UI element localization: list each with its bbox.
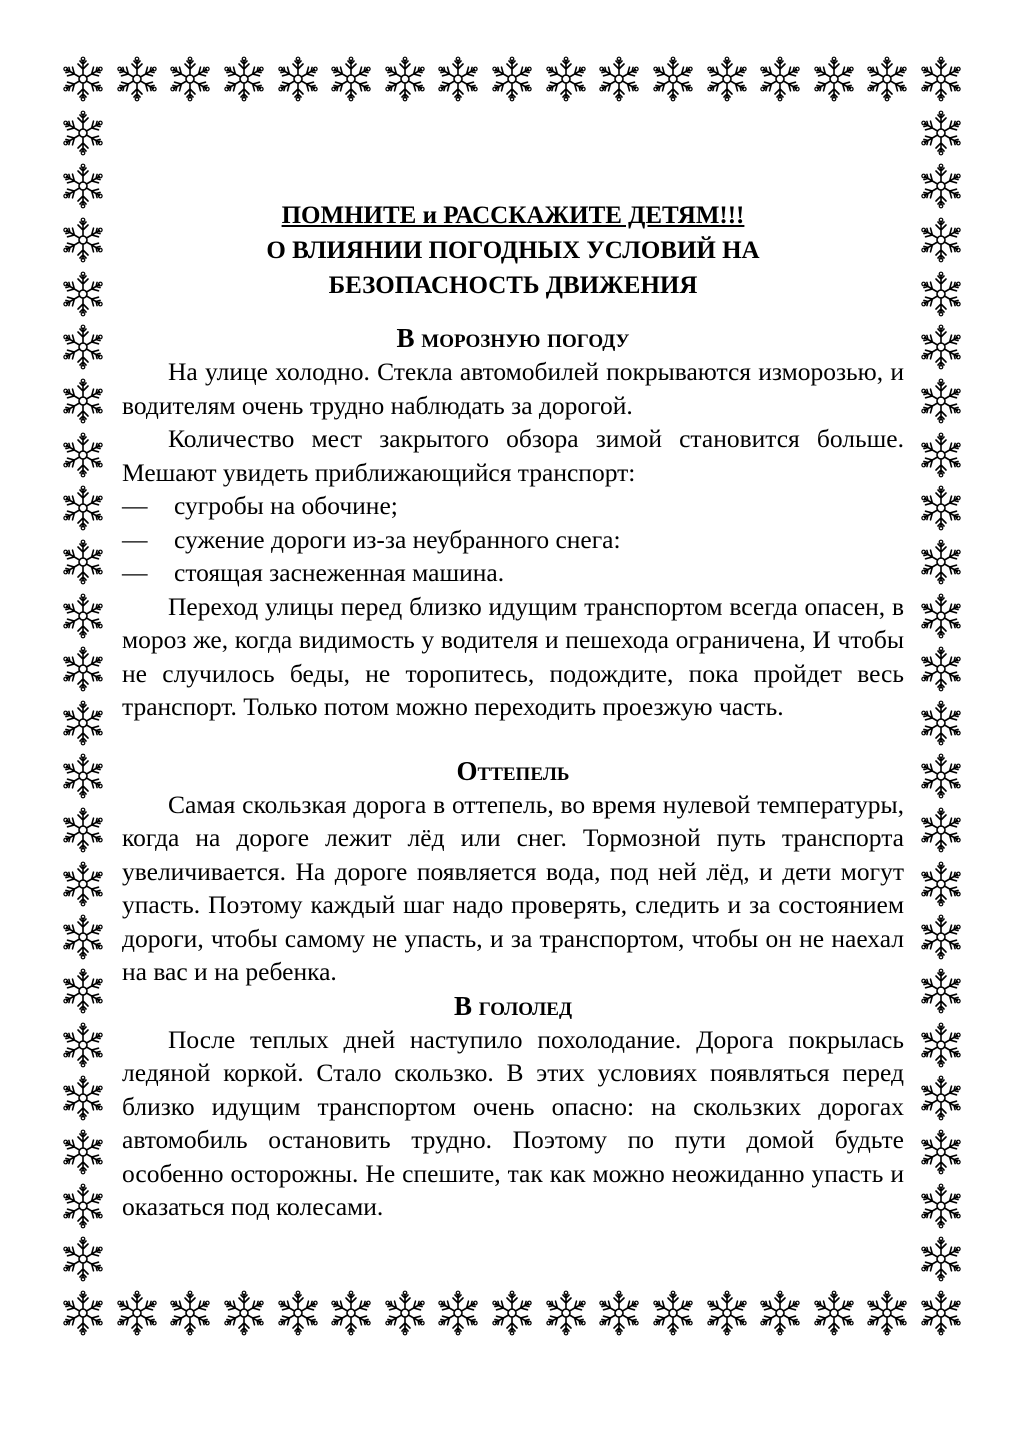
section-heading: В морозную погоду (396, 323, 630, 353)
list-item (122, 489, 904, 523)
document-body (122, 198, 904, 1224)
snowflake-icon (918, 56, 964, 102)
snowflake-icon (704, 1290, 750, 1336)
snowflake-icon (918, 163, 964, 209)
document-title (122, 198, 904, 303)
snowflake-icon (489, 1290, 535, 1336)
snowflake-icon (918, 807, 964, 853)
snowflake-icon (60, 861, 106, 907)
snowflake-icon (489, 56, 535, 102)
snowflake-icon (918, 324, 964, 370)
snowflake-icon (918, 968, 964, 1014)
paragraph: Количество мест закрытого обзора зимой становится больше. Мешают увидеть приближающийся транспорт: (122, 424, 904, 487)
snowflake-icon (60, 1236, 106, 1282)
paragraph: Самая скользкая дорога в оттепель, во время нулевой температуры, когда на дороге лежит лёд или снег. Тормозной путь транспорта увеличивается. На дороге появляется вода, под ней лёд, и дети могут упасть. Поэтому каждый шаг надо проверять, следить и за состоянием дороги, чтобы самому не упасть, и за транспортом, чтобы он не наехал на вас и на ребенка. (122, 789, 904, 986)
dash-mark: — (122, 491, 148, 520)
dash-mark: — (122, 524, 148, 554)
snowflake-icon (918, 1236, 964, 1282)
snowflake-icon (382, 56, 428, 102)
snowflake-icon (918, 753, 964, 799)
section-frost (122, 321, 904, 724)
list-item-text: сужение дороги из-за неубранного снега: (174, 524, 621, 554)
title-line-2: О ВЛИЯНИИ ПОГОДНЫХ УСЛОВИЙ НА (266, 237, 760, 264)
snowflake-icon (60, 1290, 106, 1336)
snowflake-icon (60, 217, 106, 263)
snowflake-icon (918, 700, 964, 746)
snowflake-icon (60, 1183, 106, 1229)
snowflake-icon (918, 1129, 964, 1175)
snowflake-icon (435, 1290, 481, 1336)
snowflake-icon (60, 700, 106, 746)
snowflake-icon (918, 432, 964, 478)
snowflake-icon (60, 968, 106, 1014)
snowflake-icon (918, 914, 964, 960)
snowflake-icon (328, 56, 374, 102)
snowflake-icon (60, 432, 106, 478)
section-ice (122, 989, 904, 1224)
snowflake-icon (864, 56, 910, 102)
snowflake-icon (704, 56, 750, 102)
snowflake-icon (918, 861, 964, 907)
snowflake-icon (918, 1075, 964, 1121)
snowflake-icon (811, 1290, 857, 1336)
snowflake-icon (60, 163, 106, 209)
snowflake-icon (114, 1290, 160, 1336)
title-line-3: БЕЗОПАСНОСТЬ ДВИЖЕНИЯ (328, 272, 698, 299)
section-heading: Оттепель (456, 755, 570, 786)
snowflake-icon (918, 378, 964, 424)
snowflake-icon (757, 1290, 803, 1336)
snowflake-icon (918, 271, 964, 317)
snowflake-icon (918, 593, 964, 639)
snowflake-icon (60, 56, 106, 102)
snowflake-icon (918, 646, 964, 692)
snowflake-icon (435, 56, 481, 102)
snowflake-icon (918, 217, 964, 263)
snowflake-icon (596, 1290, 642, 1336)
snowflake-icon (60, 485, 106, 531)
list-item-text: сугробы на обочине; (174, 491, 398, 520)
snowflake-icon (275, 1290, 321, 1336)
snowflake-icon (60, 646, 106, 692)
snowflake-icon (167, 56, 213, 102)
snowflake-icon (543, 1290, 589, 1336)
snowflake-icon (60, 1129, 106, 1175)
snowflake-icon (918, 1022, 964, 1068)
snowflake-icon (221, 1290, 267, 1336)
section-thaw (122, 754, 904, 989)
snowflake-icon (650, 1290, 696, 1336)
paragraph: На улице холодно. Стекла автомобилей покрываются изморозью, и водителям очень трудно наблюдать за дорогой. (122, 357, 904, 420)
snowflake-icon (60, 271, 106, 317)
snowflake-icon (918, 1290, 964, 1336)
snowflake-icon (60, 324, 106, 370)
snowflake-icon (221, 56, 267, 102)
title-line-1: ПОМНИТЕ и РАССКАЖИТЕ ДЕТЯМ!!! (281, 202, 745, 229)
paragraph: Переход улицы перед близко идущим транспортом всегда опасен, в мороз же, когда видимость у водителя и пешехода ограничена, И чтобы не случилось беды, не торопитесь, подождите, пока пройдет весь транспорт. Только потом можно переходить проезжую часть. (122, 591, 904, 721)
snowflake-icon (543, 56, 589, 102)
snowflake-icon (918, 539, 964, 585)
dash-mark: — (122, 558, 148, 587)
snowflake-icon (60, 110, 106, 156)
snowflake-icon (864, 1290, 910, 1336)
snowflake-icon (382, 1290, 428, 1336)
snowflake-icon (60, 1022, 106, 1068)
snowflake-icon (918, 110, 964, 156)
snowflake-icon (328, 1290, 374, 1336)
snowflake-icon (114, 56, 160, 102)
snowflake-icon (60, 378, 106, 424)
list-item (122, 523, 904, 557)
list-item (122, 556, 904, 590)
snowflake-icon (757, 56, 803, 102)
snowflake-icon (596, 56, 642, 102)
snowflake-icon (275, 56, 321, 102)
snowflake-icon (811, 56, 857, 102)
snowflake-icon (918, 1183, 964, 1229)
snowflake-icon (650, 56, 696, 102)
snowflake-icon (60, 539, 106, 585)
snowflake-icon (60, 593, 106, 639)
section-heading: В гололед (453, 990, 573, 1021)
snowflake-icon (60, 807, 106, 853)
snowflake-icon (918, 485, 964, 531)
paragraph: После теплых дней наступило похолодание. Дорога покрылась ледяной коркой. Стало скользко. В этих условиях появляться перед близко идущим транспортом очень опасно: на скользких дорогах автомобиль остановить трудно. Поэтому по пути домой будьте особенно осторожны. Не спешите, так как можно неожиданно упасть и оказаться под колесами. (122, 1024, 904, 1221)
list-item-text: стоящая заснеженная машина. (174, 558, 505, 587)
snowflake-icon (60, 753, 106, 799)
snowflake-icon (60, 1075, 106, 1121)
snowflake-icon (60, 914, 106, 960)
snowflake-icon (167, 1290, 213, 1336)
